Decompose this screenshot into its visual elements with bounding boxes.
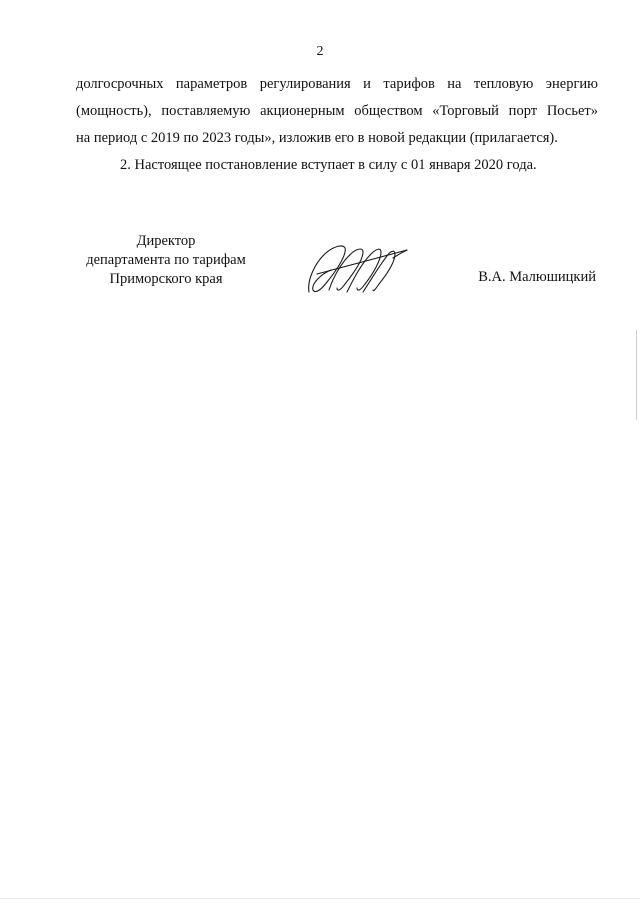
handwritten-signature: [303, 240, 413, 300]
signatory-title-line-3: Приморского края: [109, 271, 223, 287]
paragraph-1: [76, 71, 598, 152]
scan-edge-mark: [636, 330, 637, 420]
document-body: [76, 71, 598, 179]
signatory-title: [76, 232, 256, 289]
signatory-title-line-2: департамента по тарифам: [86, 252, 246, 268]
paragraph-1-line-2: (мощность), поставляемую акционерным обществом «Торговый порт Посьет»: [76, 103, 598, 119]
scan-bottom-edge: [0, 898, 640, 899]
paragraph-1-line-1: долгосрочных параметров регулирования и тарифов на тепловую энергию: [76, 76, 598, 92]
page-number: 2: [316, 44, 324, 59]
signatory-title-line-1: Директор: [136, 233, 196, 249]
signatory-name: В.А. Малюшицкий: [478, 269, 596, 285]
paragraph-1-line-3: на период с 2019 по 2023 годы», изложив его в новой редакции (прилагается).: [76, 130, 558, 146]
paragraph-2: 2. Настоящее постановление вступает в силу с 01 января 2020 года.: [120, 157, 537, 173]
